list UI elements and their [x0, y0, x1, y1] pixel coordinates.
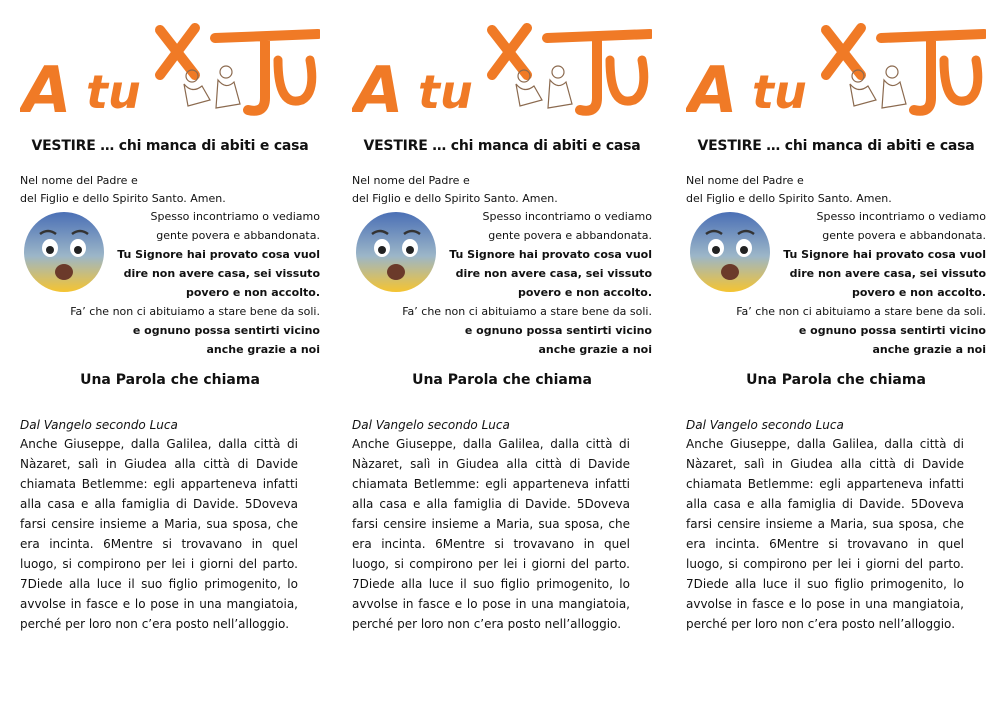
- gospel-text: Anche Giuseppe, dalla Galilea, dalla città di Nàzaret, salì in Giudea alla città di Davide chiamata Betlemme: egli apparteneva infatti alla casa e alla famiglia di Davide. 5Doveva farsi censire insieme a Maria, sua sposa, che era incinta. 6Mentre si trovavano in quel luogo, si compirono per lei i giorni del parto. 7Diede alla luce il suo figlio primogenito, lo avvolse in fasce e lo pose in una mangiatoia, perché per loro non c’era posto nell’alloggio.: [20, 437, 298, 631]
- leaflet-title: VESTIRE … chi manca di abiti e casa: [363, 138, 641, 154]
- prayer-line-2: gente povera e abbandonata.: [822, 229, 986, 242]
- prayer-line-2: gente povera e abbandonata.: [156, 229, 320, 242]
- prayer-line-4: dire non avere casa, sei vissuto: [455, 267, 652, 280]
- prayer-line-7: e ognuno possa sentirti vicino: [464, 324, 652, 337]
- leaflet-1: [20, 0, 320, 702]
- prayer-line-4: dire non avere casa, sei vissuto: [789, 267, 986, 280]
- svg-text:A: A: [22, 54, 72, 120]
- prayer-line-4: dire non avere casa, sei vissuto: [123, 267, 320, 280]
- leaflet-title: VESTIRE … chi manca di abiti e casa: [31, 138, 309, 154]
- section-subtitle: Una Parola che chiama: [412, 372, 592, 388]
- opening-line-1: Nel nome del Padre e: [686, 174, 804, 187]
- prayer-line-3: Tu Signore hai provato cosa vuol: [449, 248, 652, 261]
- svg-text:tu: tu: [86, 65, 141, 119]
- anxious-face-icon: [686, 208, 774, 296]
- prayer-line-6: Fa’ che non ci abituiamo a stare bene da soli.: [736, 305, 986, 318]
- opening-line-2: del Figlio e dello Spirito Santo. Amen.: [352, 192, 558, 205]
- prayer-line-1: Spesso incontriamo o vediamo: [482, 210, 652, 223]
- prayer-line-8: anche grazie a noi: [206, 343, 320, 356]
- leaflet-title: VESTIRE … chi manca di abiti e casa: [697, 138, 975, 154]
- section-subtitle: Una Parola che chiama: [80, 372, 260, 388]
- prayer-line-2: gente povera e abbandonata.: [488, 229, 652, 242]
- gospel-title: Dal Vangelo secondo Luca: [20, 418, 178, 432]
- prayer-line-5: povero e non accolto.: [852, 286, 986, 299]
- prayer-line-5: povero e non accolto.: [518, 286, 652, 299]
- anxious-face-icon: [20, 208, 108, 296]
- prayer-line-3: Tu Signore hai provato cosa vuol: [783, 248, 986, 261]
- opening-line-1: Nel nome del Padre e: [352, 174, 470, 187]
- prayer-line-5: povero e non accolto.: [186, 286, 320, 299]
- prayer-line-8: anche grazie a noi: [872, 343, 986, 356]
- opening-line-2: del Figlio e dello Spirito Santo. Amen.: [686, 192, 892, 205]
- prayer-line-1: Spesso incontriamo o vediamo: [150, 210, 320, 223]
- svg-text:tu: tu: [752, 65, 807, 119]
- prayer-line-7: e ognuno possa sentirti vicino: [798, 324, 986, 337]
- prayer-line-1: Spesso incontriamo o vediamo: [816, 210, 986, 223]
- gospel-text: Anche Giuseppe, dalla Galilea, dalla città di Nàzaret, salì in Giudea alla città di Davide chiamata Betlemme: egli apparteneva infatti alla casa e alla famiglia di Davide. 5Doveva farsi censire insieme a Maria, sua sposa, che era incinta. 6Mentre si trovavano in quel luogo, si compirono per lei i giorni del parto. 7Diede alla luce il suo figlio primogenito, lo avvolse in fasce e lo pose in una mangiatoia, perché per loro non c’era posto nell’alloggio.: [686, 437, 964, 631]
- opening-line-1: Nel nome del Padre e: [20, 174, 138, 187]
- prayer-line-3: Tu Signore hai provato cosa vuol: [117, 248, 320, 261]
- prayer-line-6: Fa’ che non ci abituiamo a stare bene da soli.: [70, 305, 320, 318]
- leaflet-2: [352, 0, 652, 702]
- logo-a-tu-x-tu: [686, 20, 986, 120]
- logo-a-tu-x-tu: [352, 20, 652, 120]
- anxious-face-icon: [352, 208, 440, 296]
- gospel-title: Dal Vangelo secondo Luca: [686, 418, 844, 432]
- prayer-line-6: Fa’ che non ci abituiamo a stare bene da soli.: [402, 305, 652, 318]
- svg-text:tu: tu: [418, 65, 473, 119]
- prayer-line-7: e ognuno possa sentirti vicino: [132, 324, 320, 337]
- section-subtitle: Una Parola che chiama: [746, 372, 926, 388]
- prayer-line-8: anche grazie a noi: [538, 343, 652, 356]
- svg-text:A: A: [688, 54, 738, 120]
- svg-text:A: A: [354, 54, 404, 120]
- opening-line-2: del Figlio e dello Spirito Santo. Amen.: [20, 192, 226, 205]
- gospel-text: Anche Giuseppe, dalla Galilea, dalla città di Nàzaret, salì in Giudea alla città di Davide chiamata Betlemme: egli apparteneva infatti alla casa e alla famiglia di Davide. 5Doveva farsi censire insieme a Maria, sua sposa, che era incinta. 6Mentre si trovavano in quel luogo, si compirono per lei i giorni del parto. 7Diede alla luce il suo figlio primogenito, lo avvolse in fasce e lo pose in una mangiatoia, perché per loro non c’era posto nell’alloggio.: [352, 437, 630, 631]
- leaflet-3: [686, 0, 986, 702]
- logo-a-tu-x-tu: [20, 20, 320, 120]
- gospel-title: Dal Vangelo secondo Luca: [352, 418, 510, 432]
